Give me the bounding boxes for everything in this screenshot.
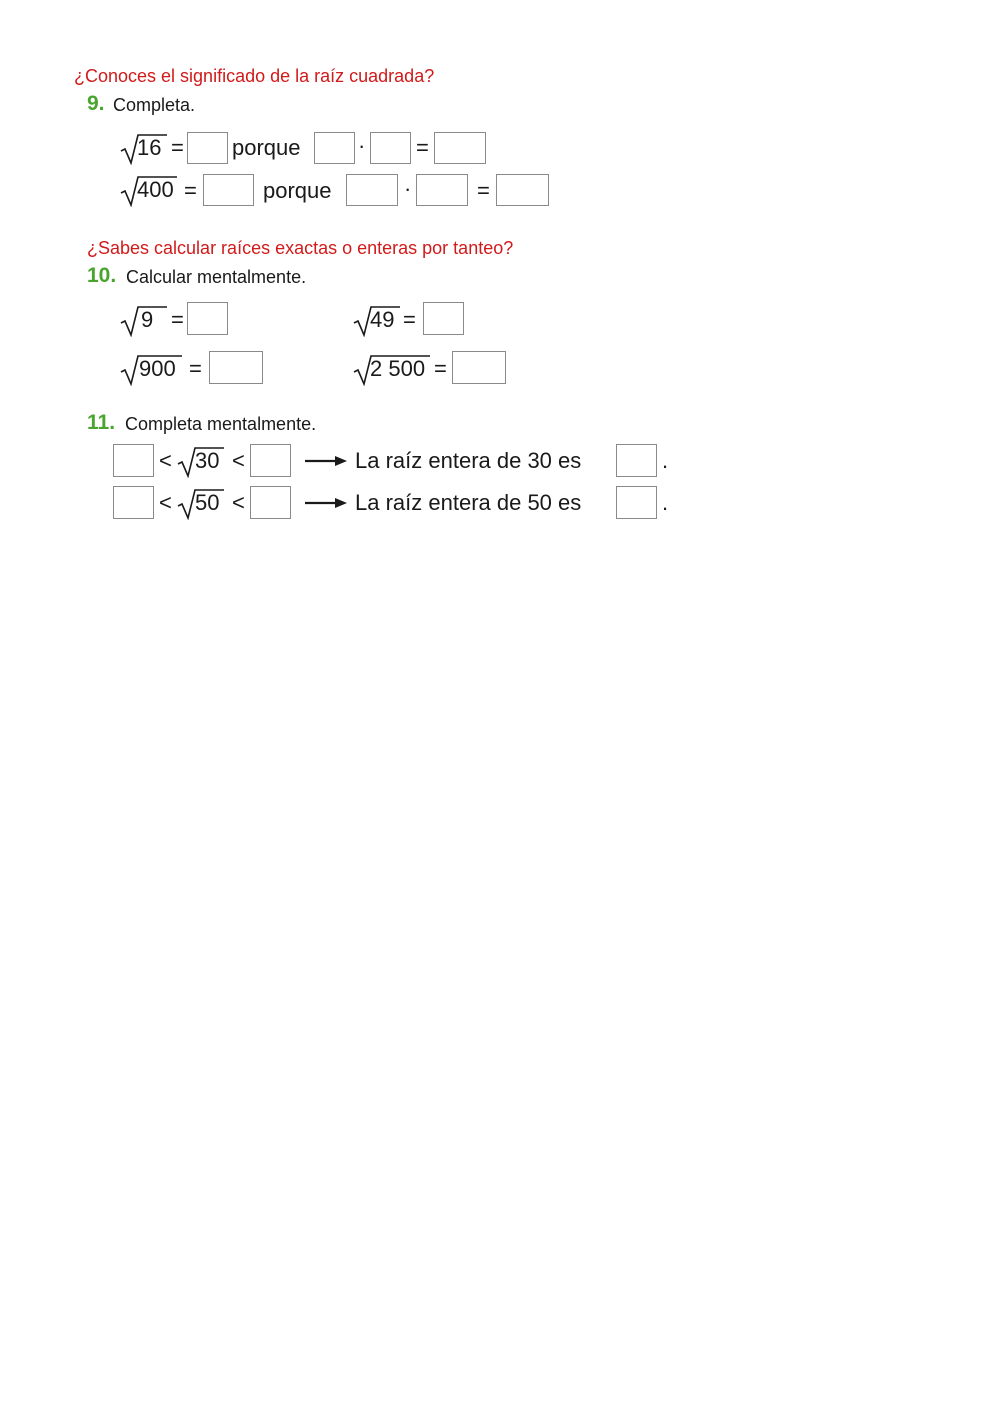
- multiply-dot: ·: [358, 133, 366, 158]
- equals-sign: =: [171, 135, 184, 160]
- exercise-number-9: 9.: [87, 92, 105, 115]
- exercise-instruction-10: Calcular mentalmente.: [126, 267, 307, 287]
- less-than-sign: <: [232, 448, 245, 473]
- integer-root-sentence: La raíz entera de 30 es: [355, 448, 582, 473]
- sentence-period: .: [662, 448, 669, 473]
- radicand-900: 900: [139, 356, 176, 381]
- integer-root-sentence: La raíz entera de 50 es: [355, 490, 582, 515]
- right-arrow-icon: [305, 454, 347, 468]
- multiply-dot: ·: [404, 176, 412, 201]
- integer-root-box[interactable]: [616, 444, 657, 477]
- equals-sign: =: [416, 135, 429, 160]
- exercise-instruction-11: Completa mentalmente.: [125, 414, 317, 434]
- product-box[interactable]: [434, 132, 486, 164]
- answer-box-sqrt16[interactable]: [187, 132, 228, 164]
- radicand-9: 9: [141, 307, 154, 332]
- less-than-sign: <: [232, 490, 245, 515]
- answer-box-sqrt9[interactable]: [187, 302, 228, 335]
- right-arrow-icon: [305, 496, 347, 510]
- equals-sign: =: [403, 307, 416, 332]
- lower-bound-box[interactable]: [113, 486, 154, 519]
- factor-box-2[interactable]: [370, 132, 411, 164]
- radicand-30: 30: [195, 448, 220, 473]
- radicand-16: 16: [137, 135, 162, 160]
- equals-sign: =: [184, 178, 197, 203]
- equals-sign: =: [189, 356, 202, 381]
- product-box[interactable]: [496, 174, 549, 206]
- answer-box-sqrt900[interactable]: [209, 351, 263, 384]
- radicand-50: 50: [195, 490, 220, 515]
- factor-box-1[interactable]: [346, 174, 398, 206]
- answer-box-sqrt2500[interactable]: [452, 351, 506, 384]
- exercise-number-11: 11.: [87, 411, 116, 434]
- factor-box-1[interactable]: [314, 132, 355, 164]
- sentence-period: .: [662, 490, 669, 515]
- porque-label: porque: [232, 135, 301, 160]
- upper-bound-box[interactable]: [250, 486, 291, 519]
- exercise-number-10: 10.: [87, 264, 117, 287]
- radicand-400: 400: [137, 177, 174, 202]
- lower-bound-box[interactable]: [113, 444, 154, 477]
- porque-label: porque: [263, 178, 332, 203]
- radicand-49: 49: [370, 307, 395, 332]
- upper-bound-box[interactable]: [250, 444, 291, 477]
- factor-box-2[interactable]: [416, 174, 468, 206]
- integer-root-box[interactable]: [616, 486, 657, 519]
- section-question-1: ¿Conoces el significado de la raíz cuadrada?: [74, 66, 435, 86]
- equals-sign: =: [477, 178, 490, 203]
- equals-sign: =: [434, 356, 447, 381]
- less-than-sign: <: [159, 448, 172, 473]
- exercise-instruction-9: Completa.: [113, 95, 196, 115]
- equals-sign: =: [171, 307, 184, 332]
- answer-box-sqrt49[interactable]: [423, 302, 464, 335]
- section-question-2: ¿Sabes calcular raíces exactas o enteras por tanteo?: [87, 238, 514, 258]
- radicand-2500: 2 500: [370, 356, 426, 381]
- answer-box-sqrt400[interactable]: [203, 174, 254, 206]
- less-than-sign: <: [159, 490, 172, 515]
